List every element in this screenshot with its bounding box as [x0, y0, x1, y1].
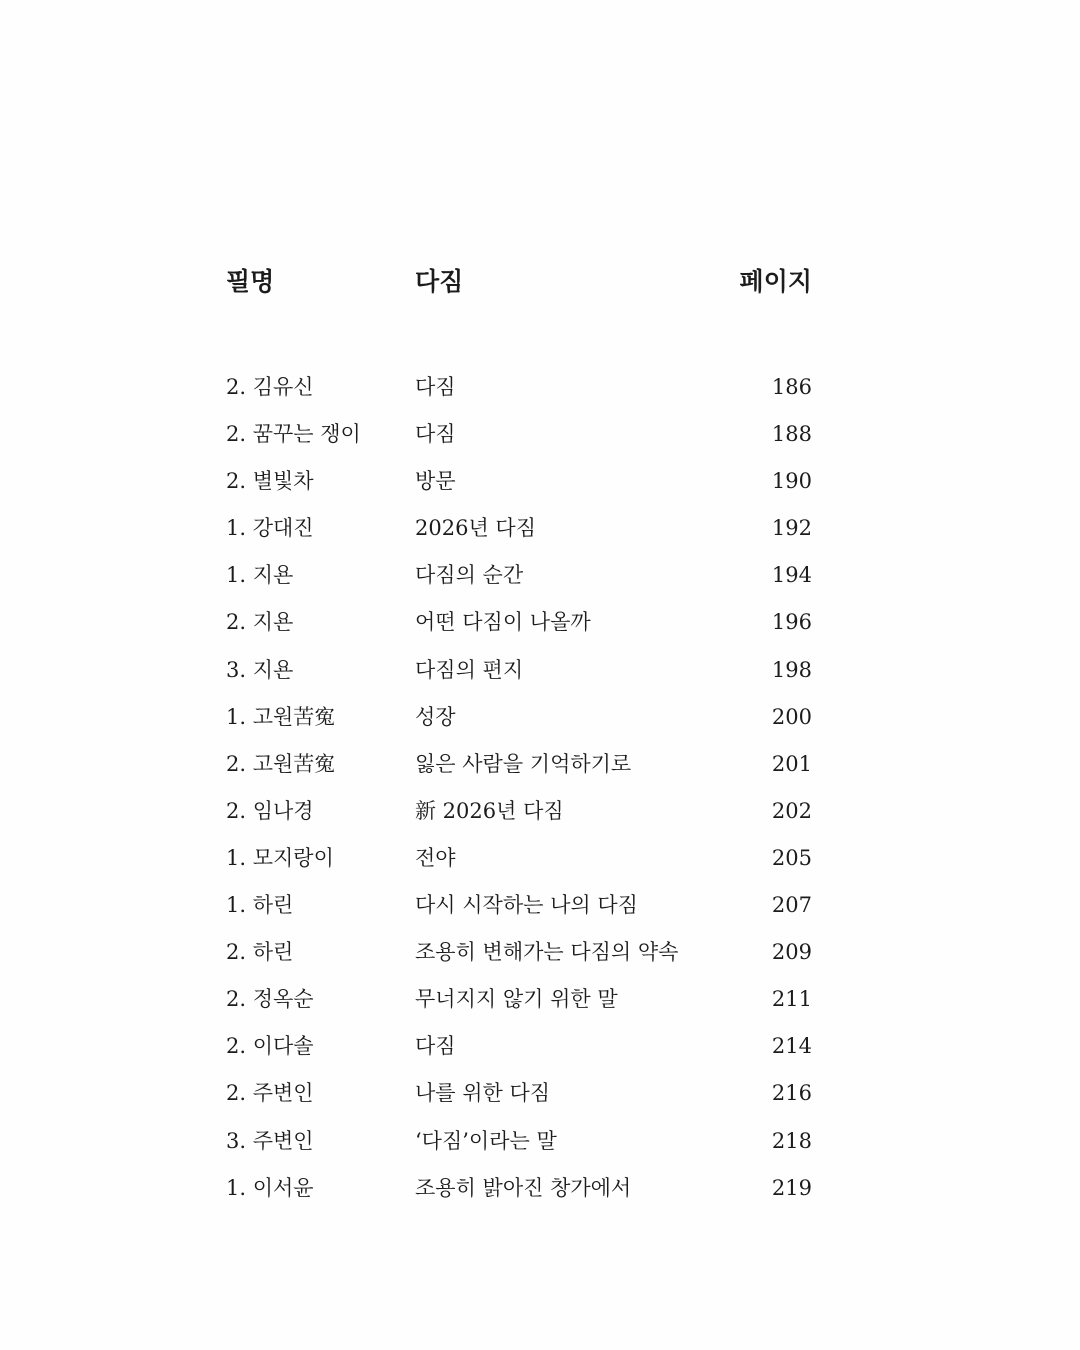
- entry-name: 2. 주변인: [226, 1081, 314, 1106]
- entry-name: 2. 지욘: [226, 610, 294, 635]
- entry-page: 186: [771, 375, 812, 399]
- toc-row: [226, 599, 812, 646]
- entry-title: ‘다짐’이라는 말: [415, 1128, 557, 1153]
- entry-page: 205: [771, 845, 812, 870]
- entry-name: 3. 주변인: [226, 1128, 314, 1153]
- entry-page: 196: [771, 610, 812, 635]
- entry-page: 192: [771, 516, 812, 541]
- toc-row: [226, 411, 812, 458]
- entry-title: 다짐: [415, 422, 456, 447]
- entry-name: 2. 김유신: [226, 375, 314, 399]
- header-title: 다짐: [415, 267, 464, 296]
- entry-page: 201: [771, 751, 812, 776]
- toc-row: [226, 741, 812, 788]
- toc-rows: [226, 364, 812, 1212]
- entry-name: 2. 별빛차: [226, 469, 314, 494]
- toc-row: [226, 882, 812, 929]
- entry-title: 나를 위한 다짐: [415, 1081, 551, 1106]
- toc-row: [226, 1023, 812, 1070]
- entry-name: 2. 꿈꾸는 쟁이: [226, 422, 361, 447]
- entry-title: 다짐: [415, 375, 456, 399]
- entry-name: 2. 이다솔: [226, 1034, 314, 1059]
- entry-title: 전야: [415, 845, 456, 870]
- entry-page: 194: [771, 563, 812, 588]
- entry-title: 다짐의 편지: [415, 657, 524, 682]
- entry-page: 216: [771, 1081, 812, 1106]
- entry-title: 조용히 밝아진 창가에서: [415, 1175, 632, 1200]
- toc-row: [226, 929, 812, 976]
- toc-row: [226, 505, 812, 552]
- entry-name: 1. 강대진: [226, 516, 314, 541]
- toc-row: [226, 1165, 812, 1212]
- toc-row: [226, 694, 812, 741]
- entry-page: 198: [771, 657, 812, 682]
- entry-page: 218: [771, 1128, 812, 1153]
- table-of-contents: [226, 258, 812, 1212]
- toc-row: [226, 835, 812, 882]
- entry-page: 214: [771, 1034, 812, 1059]
- entry-name: 1. 하린: [226, 893, 294, 918]
- entry-name: 1. 이서윤: [226, 1175, 314, 1200]
- entry-page: 219: [771, 1175, 812, 1200]
- entry-title: 방문: [415, 469, 456, 494]
- entry-page: 209: [771, 940, 812, 965]
- entry-name: 2. 고원苦寃: [226, 751, 336, 776]
- entry-name: 1. 지욘: [226, 563, 294, 588]
- entry-title: 어떤 다짐이 나올까: [415, 610, 591, 635]
- toc-row: [226, 1070, 812, 1117]
- toc-row: [226, 1118, 812, 1165]
- toc-row: [226, 458, 812, 505]
- entry-title: 성장: [415, 704, 456, 729]
- entry-name: 2. 임나경: [226, 798, 314, 823]
- toc-header: [226, 258, 812, 306]
- header-name: 필명: [226, 267, 275, 296]
- entry-title: 무너지지 않기 위한 말: [415, 987, 618, 1012]
- entry-title: 잃은 사람을 기억하기로: [415, 751, 632, 776]
- entry-name: 1. 고원苦寃: [226, 704, 336, 729]
- entry-title: 조용히 변해가는 다짐의 약속: [415, 940, 679, 965]
- entry-page: 211: [771, 987, 812, 1012]
- entry-title: 다짐의 순간: [415, 563, 524, 588]
- entry-name: 2. 하린: [226, 940, 294, 965]
- entry-name: 3. 지욘: [226, 657, 294, 682]
- toc-row: [226, 788, 812, 835]
- entry-page: 202: [771, 798, 812, 823]
- entry-page: 200: [771, 704, 812, 729]
- entry-page: 188: [771, 422, 812, 447]
- entry-title: 다시 시작하는 나의 다짐: [415, 893, 638, 918]
- entry-name: 1. 모지랑이: [226, 845, 334, 870]
- toc-row: [226, 976, 812, 1023]
- entry-name: 2. 정옥순: [226, 987, 314, 1012]
- entry-title: 2026년 다짐: [415, 516, 536, 541]
- toc-row: [226, 647, 812, 694]
- header-page: 페이지: [739, 267, 812, 296]
- entry-title: 다짐: [415, 1034, 456, 1059]
- entry-page: 190: [771, 469, 812, 494]
- toc-row: [226, 364, 812, 411]
- toc-row: [226, 552, 812, 599]
- entry-title: 新 2026년 다짐: [415, 798, 564, 823]
- entry-page: 207: [771, 893, 812, 918]
